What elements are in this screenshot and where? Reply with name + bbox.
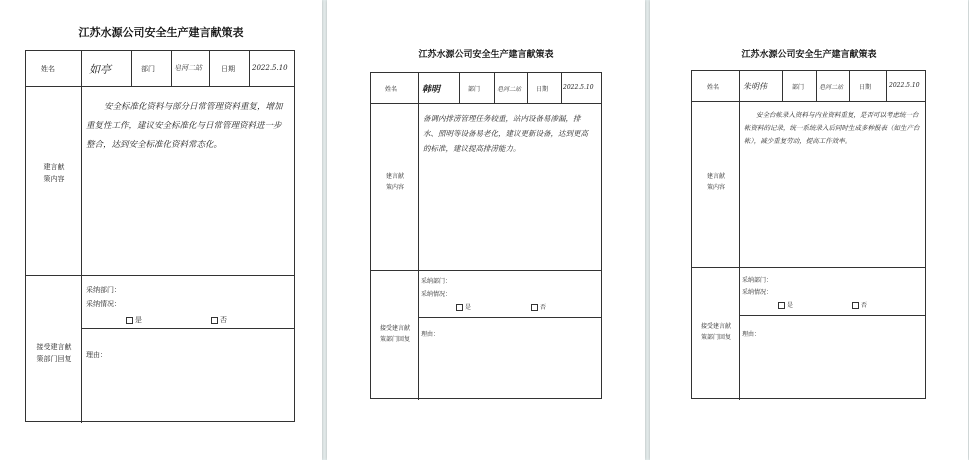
dept-value: 皂河二站 [497, 86, 522, 93]
adopt-dept-label: 采纳部门： [742, 277, 773, 284]
dept-label: 部门 [792, 84, 805, 91]
form-title: 江苏水源公司安全生产建言献策表 [78, 26, 244, 39]
content-text: 安全标准化资料与部分日常管理资料重复，增加重复性工作，建议安全标准化与日常管理资料进一步整合，达到安全标准化资料常态化。 [86, 102, 283, 150]
content-label: 建言献 策内容 [385, 173, 404, 191]
content-label: 建言献 策内容 [43, 163, 65, 183]
name-value: 韩明 [422, 85, 441, 95]
date-value: 2022.5.10 [563, 84, 594, 91]
dept-label: 部门 [468, 86, 481, 93]
yes-checkbox[interactable]: 是 [126, 315, 142, 325]
checkbox-icon [211, 317, 218, 324]
adopt-status-label: 采纳情况： [86, 300, 121, 308]
yes-checkbox[interactable]: 是 [778, 300, 793, 309]
reply-label: 接受建言献 策部门回复 [700, 323, 731, 341]
name-value: 朱明伟 [743, 82, 767, 91]
form-table [370, 72, 602, 399]
date-value: 2022.5.10 [889, 82, 920, 89]
checkbox-icon [852, 302, 859, 309]
content-text: 安全台帐录入资料与内业资料重复，是否可以考虑统一台帐资料的记录，统一系统录入后同时生成多种报表（如生产台帐），减少重复劳动，提高工作效率。 [744, 111, 920, 145]
reason-label: 理由： [86, 351, 107, 359]
name-label: 姓名 [707, 84, 720, 91]
date-label: 日期 [221, 65, 235, 73]
name-value: 如亭 [89, 63, 111, 76]
name-label: 姓名 [41, 65, 55, 73]
checkbox-icon [778, 302, 785, 309]
reply-label: 接受建言献 策部门回复 [36, 343, 72, 363]
yes-checkbox[interactable]: 是 [456, 302, 471, 311]
date-label: 日期 [536, 86, 549, 93]
form-title: 江苏水源公司安全生产建言献策表 [418, 50, 554, 60]
adopt-status-label: 采纳情况： [742, 289, 773, 296]
no-checkbox[interactable]: 否 [852, 300, 867, 309]
date-label: 日期 [859, 84, 872, 91]
adopt-dept-label: 采纳部门： [421, 278, 452, 285]
no-checkbox[interactable]: 否 [531, 302, 546, 311]
dept-value: 皂河二站 [174, 64, 202, 72]
date-value: 2022.5.10 [252, 64, 288, 72]
no-checkbox[interactable]: 否 [211, 315, 227, 325]
form-table [25, 50, 295, 422]
form-sheet-3 [650, 0, 968, 460]
name-label: 姓名 [385, 86, 398, 93]
dept-label: 部门 [141, 65, 155, 73]
content-label: 建言献 策内容 [706, 173, 725, 191]
checkbox-icon [456, 304, 463, 311]
form-title: 江苏水源公司安全生产建言献策表 [741, 50, 877, 60]
form-table [691, 70, 926, 399]
reason-label: 理由： [421, 331, 440, 338]
adopt-dept-label: 采纳部门： [86, 286, 121, 294]
checkbox-icon [126, 317, 133, 324]
reply-label: 接受建言献 策部门回复 [379, 325, 410, 343]
checkbox-icon [531, 304, 538, 311]
form-sheet-2 [327, 0, 645, 460]
adopt-status-label: 采纳情况： [421, 291, 452, 298]
dept-value: 皂河二站 [819, 84, 844, 91]
form-sheet-1 [0, 0, 322, 460]
reason-label: 理由： [742, 331, 761, 338]
content-text: 备调内排涝管理任务较重，站内设备易渗漏，排水、照明等设备易老化，建议更新设备，达到更高的标准，建议提高排涝能力。 [423, 114, 588, 153]
